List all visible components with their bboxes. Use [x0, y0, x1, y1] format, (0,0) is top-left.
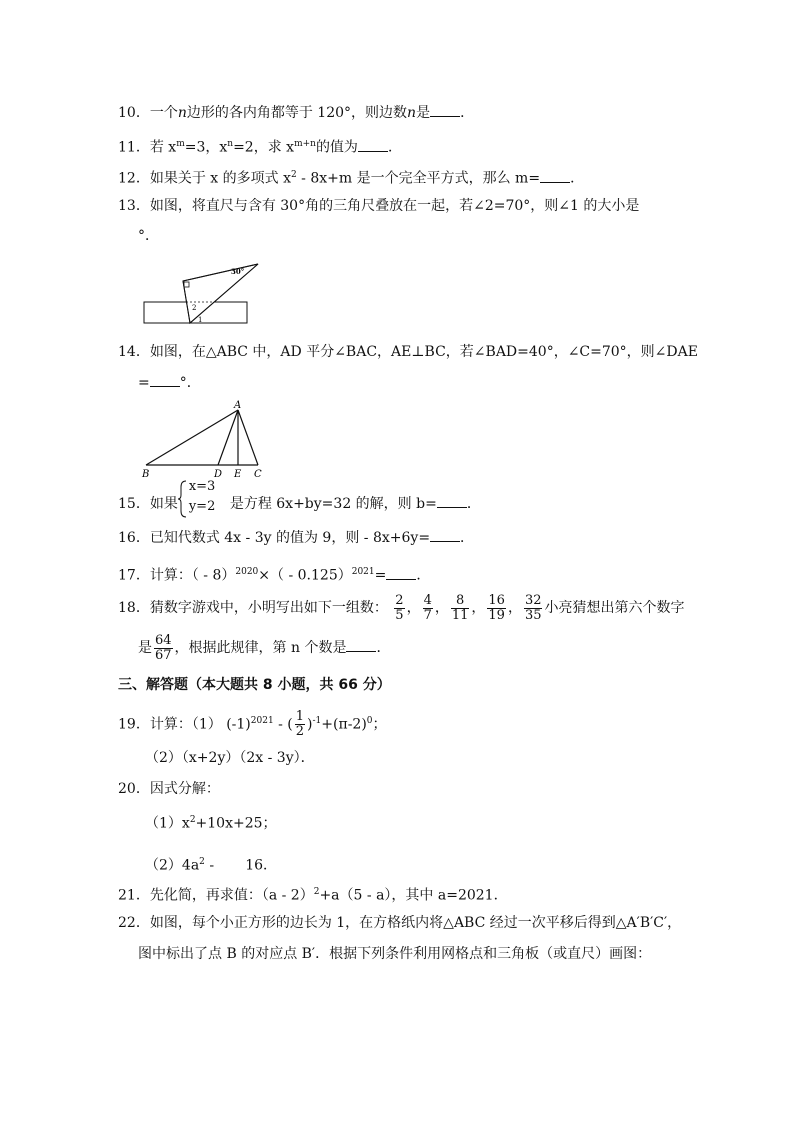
question-13-cont: °． — [138, 228, 159, 244]
question-15: 15．如果 x=3 y=2 是方程 6x+by=32 的解，则 b= ． — [118, 490, 481, 518]
question-18: 18．猜数字游戏中，小明写出如下一组数： $\frac{2}{5}$ ， $\frac{4}{7}$ ， $\frac{8}{11}$ ， $\frac{16}{19}$ ， $\frac{32}{35}$ 小亮猜想出第六个数字 — [118, 592, 685, 623]
question-14: 14．如图，在△ABC 中，AD 平分∠BAC，AE⊥BC，若∠BAD=40°，∠C=70°，则∠DAE — [118, 344, 698, 360]
answer-blank[interactable] — [430, 529, 460, 542]
answer-blank[interactable] — [437, 495, 467, 508]
triangle-abc-figure — [138, 398, 268, 480]
fraction: $\frac{1}{2}$ — [295, 709, 305, 740]
label-A: A — [234, 400, 242, 411]
label-2: 2 — [192, 304, 197, 312]
question-20-part-2: $(2)4a^2$ - 16． — [145, 857, 278, 874]
label-D: D — [214, 469, 223, 480]
label-B: B — [142, 469, 150, 480]
question-12: 12．如果关于 x 的多项式 $x^2 - 8x+m$ 是一个完全平方式，那么 m= ． — [118, 170, 585, 187]
question-10: 10．一个n边形的各内角都等于 120°，则边数n是 ． — [118, 105, 475, 121]
section-heading: 三、解答题（本大题共 8 小题，共 66 分） — [118, 677, 391, 693]
question-19: 19．计算：（1） $(-1)^{2021}$ - ( $\frac{1}{2}$ )$^{-1}+(\pi-2)^0$； — [118, 709, 387, 740]
question-19-part-2: （2）（x+2y）（2x - 3y）． — [145, 750, 315, 766]
answer-blank[interactable] — [150, 374, 180, 387]
question-21: 21．先化简，再求值：（a - 2）$^2$+a（5 - a），其中 a=2021． — [118, 887, 508, 904]
label-C: C — [254, 469, 262, 480]
answer-blank[interactable] — [386, 567, 416, 580]
fraction: $\frac{16}{19}$ — [488, 592, 505, 623]
answer-blank[interactable] — [346, 639, 376, 652]
question-11: 11．若 $x^m=3$，$x^n=2$，求 $x^{m+n}$的值为 ． — [118, 139, 402, 156]
label-30: 30° — [231, 267, 245, 276]
label-1: 1 — [198, 316, 203, 324]
fraction: $\frac{8}{11}$ — [451, 592, 469, 623]
answer-blank[interactable] — [540, 170, 570, 183]
question-14-cont: = °． — [138, 375, 201, 391]
ruler-triangle-figure — [140, 258, 270, 330]
answer-blank[interactable] — [430, 104, 460, 117]
fraction: $\frac{64}{67}$ — [155, 632, 172, 663]
question-16: 16．已知代数式 4x - 3y 的值为 9，则 - 8x+6y= ． — [118, 530, 475, 546]
label-E: E — [234, 469, 242, 480]
question-18-cont: 是 $\frac{64}{67}$ ，根据此规律，第 n 个数是 ． — [138, 632, 391, 663]
question-20: 20．因式分解： — [118, 781, 220, 797]
answer-blank[interactable] — [358, 139, 388, 152]
equation-system: x=3 y=2 — [178, 480, 230, 518]
question-17: 17．计算：（ - 8）$^{2020}$×（ - 0.125）$^{2021}$= ． — [118, 567, 431, 584]
question-13: 13．如图，将直尺与含有 30°角的三角尺叠放在一起，若∠2=70°，则∠1 的大小是 — [118, 198, 640, 214]
question-20-part-1: $(1)x^2+10x+25$； — [145, 815, 277, 832]
fraction: $\frac{2}{5}$ — [395, 592, 404, 623]
fraction: $\frac{4}{7}$ — [423, 592, 432, 623]
fraction: $\frac{32}{35}$ — [524, 592, 542, 623]
question-22: 22．如图，每个小正方形的边长为 1，在方格纸内将△ABC 经过一次平移后得到△A′B′C′， — [118, 915, 682, 931]
question-22-cont: 图中标出了点 B 的对应点 B′．根据下列条件利用网格点和三角板（或直尺）画图： — [138, 946, 652, 962]
